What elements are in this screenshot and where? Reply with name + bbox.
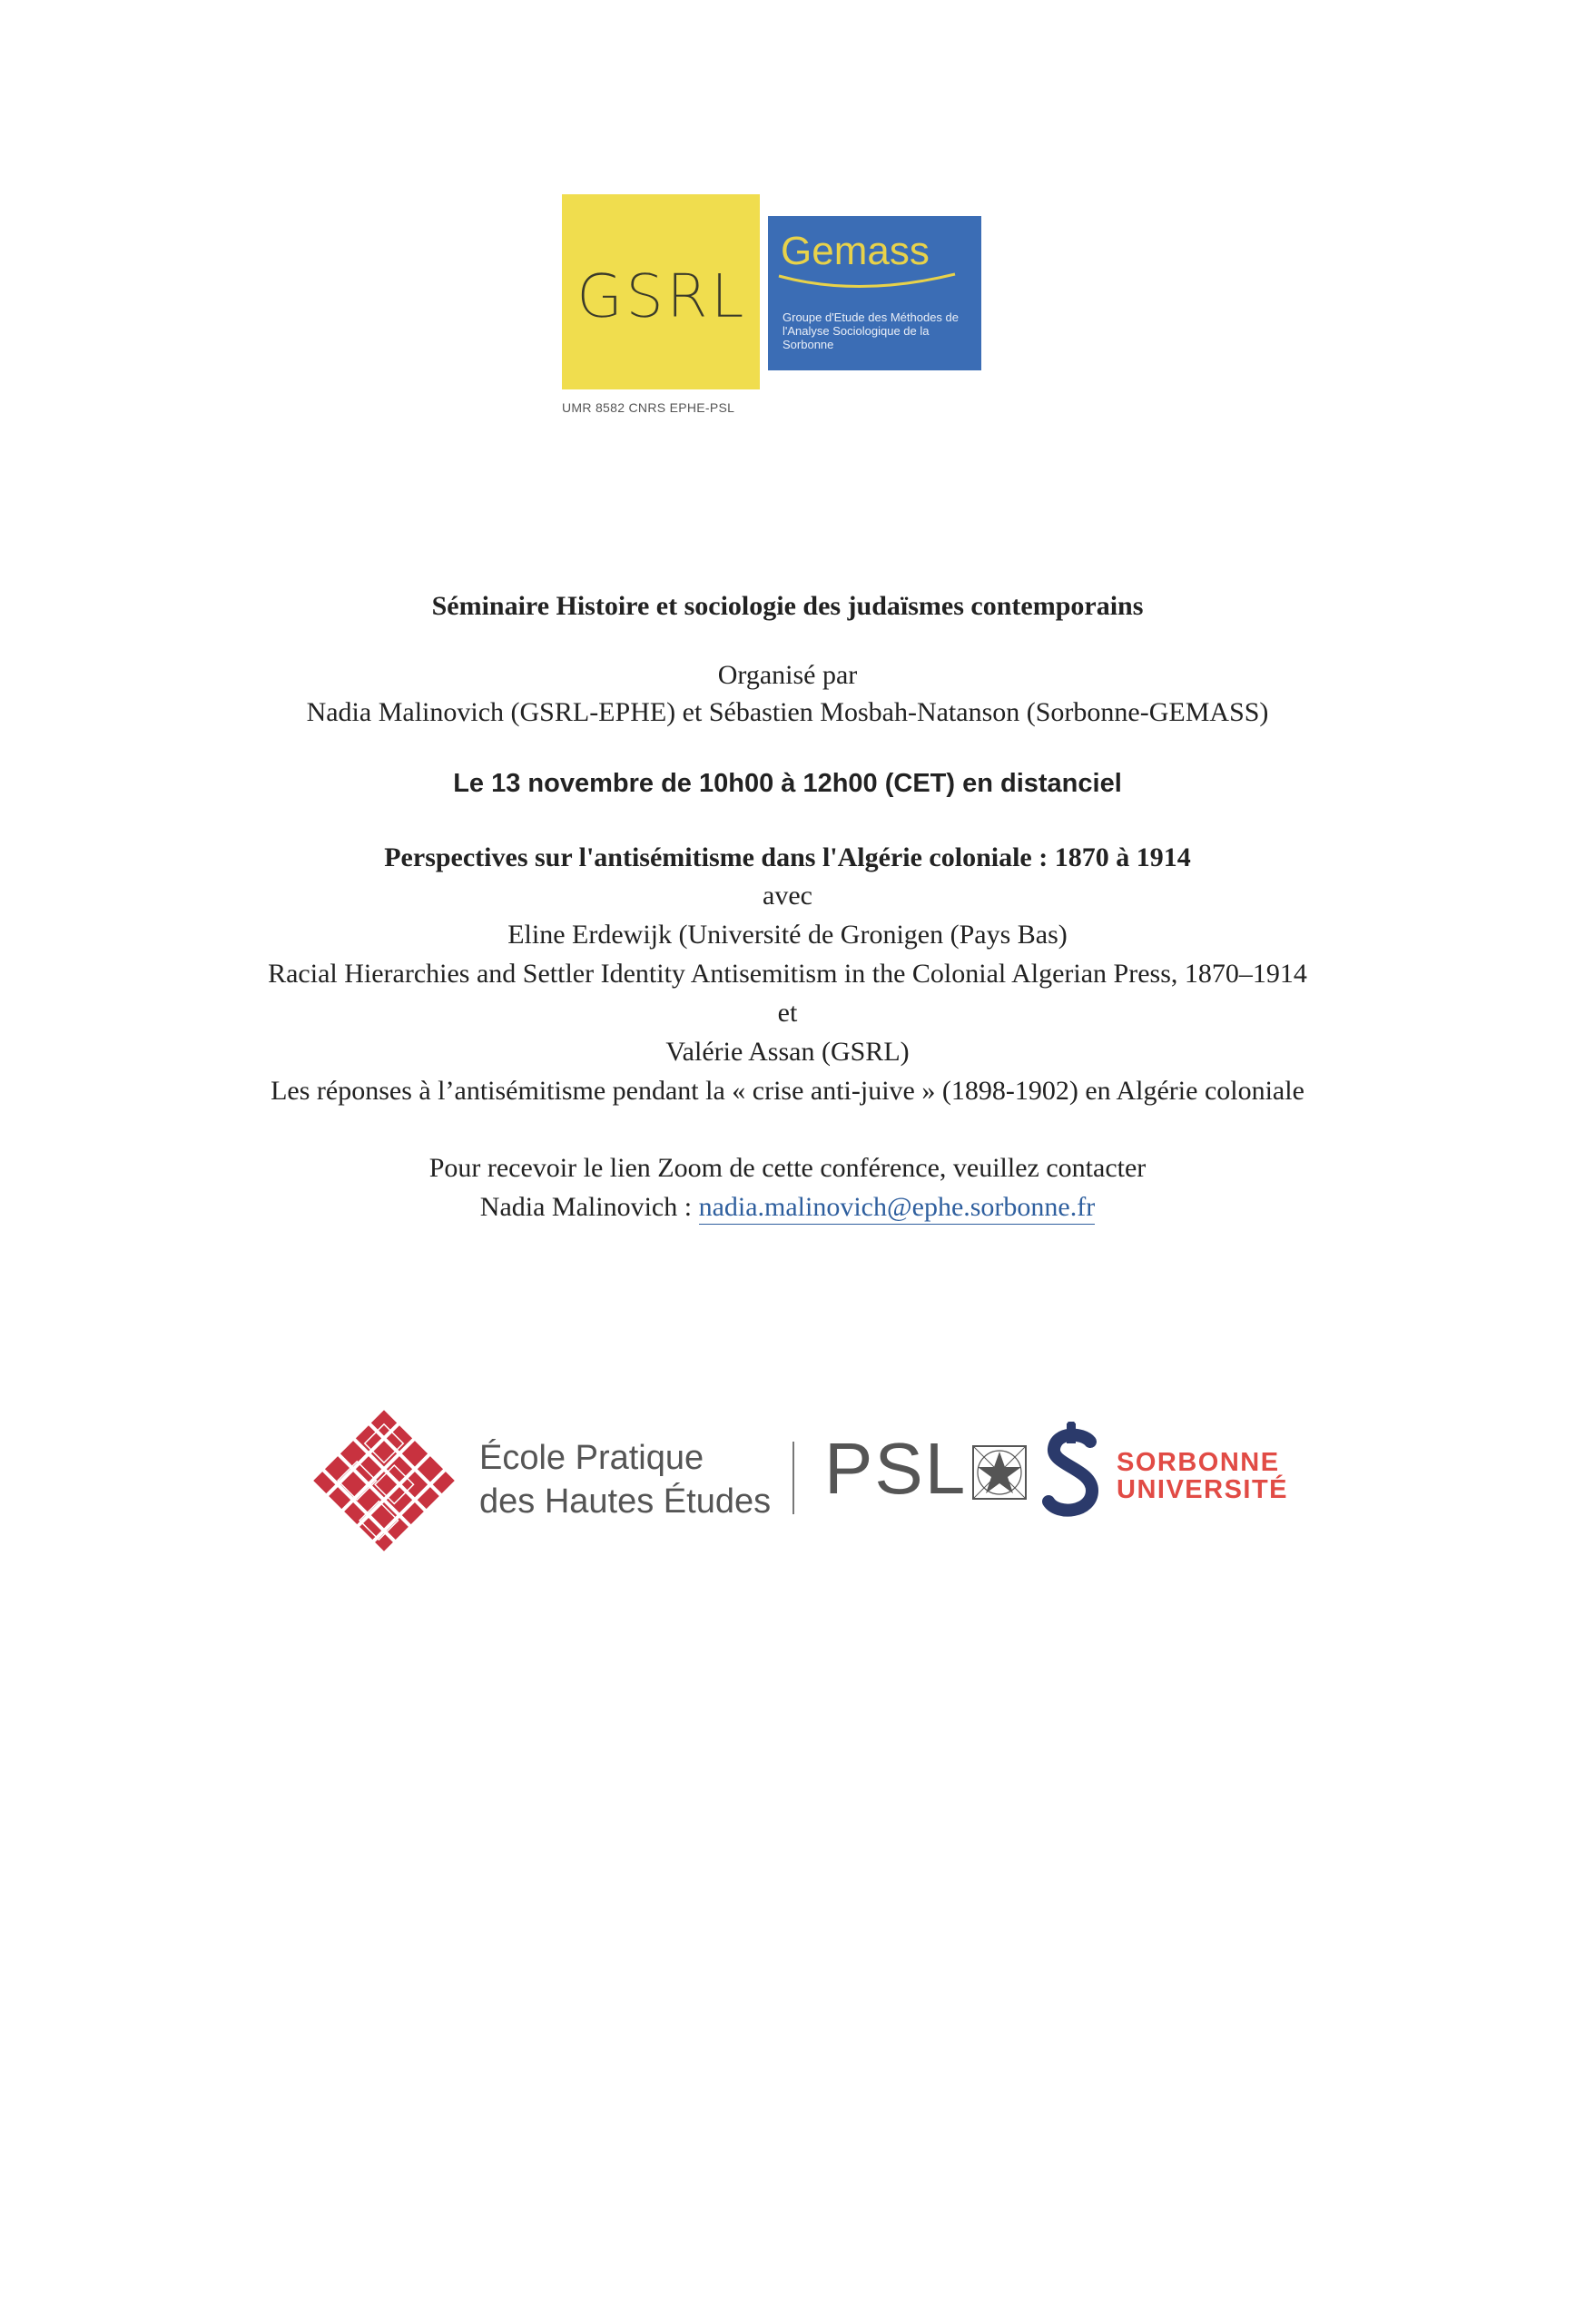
sorbonne-s-icon — [1038, 1422, 1108, 1521]
star-in-square-icon — [970, 1443, 1029, 1502]
contact-instructions: Pour recevoir le lien Zoom de cette conférence, veuillez contacter — [428, 1153, 1147, 1183]
sorbonne-universite-text — [1117, 1449, 1288, 1503]
ephe-name-line-2: des Hautes Études — [479, 1482, 772, 1521]
gemass-logo — [768, 216, 981, 370]
ephe-name — [479, 1436, 771, 1523]
gsrl-logo — [562, 194, 760, 389]
seminar-date: Le 13 novembre de 10h00 à 12h00 (CET) en distanciel — [453, 769, 1122, 798]
gemass-subtitle: Groupe d'Etude des Méthodes de l'Analyse Sociologique de la Sorbonne — [783, 310, 960, 351]
talk-2-title: Les réponses à l’antisémitisme pendant la « crise anti-juive » (1898-1902) en Algérie coloniale — [271, 1076, 1304, 1106]
organised-by-label: Organisé par — [717, 660, 858, 690]
gemass-logo-text: Gemass — [781, 229, 930, 273]
gemass-swoosh-icon — [777, 271, 959, 292]
contact-line — [0, 1192, 1575, 1223]
contact-name: Nadia Malinovich : — [479, 1192, 699, 1222]
contact-email-link[interactable]: nadia.malinovich@ephe.sorbonne.fr — [699, 1192, 1096, 1225]
logo-divider — [792, 1442, 794, 1514]
gsrl-caption: UMR 8582 CNRS EPHE-PSL — [562, 400, 735, 415]
with-label: avec — [763, 881, 812, 911]
gsrl-logo-text: GSRL — [576, 261, 747, 331]
sorbonne-line-2: UNIVERSITÉ — [1117, 1475, 1289, 1504]
speaker-2: Valérie Assan (GSRL) — [665, 1037, 910, 1067]
psl-logo-text: PSL — [824, 1428, 968, 1509]
speaker-1: Eline Erdewijk (Université de Gronigen (Pays Bas) — [507, 920, 1068, 950]
session-title: Perspectives sur l'antisémitisme dans l'Algérie coloniale : 1870 à 1914 — [384, 842, 1191, 872]
ephe-name-line-1: École Pratique — [479, 1439, 704, 1477]
organisers: Nadia Malinovich (GSRL-EPHE) et Sébastien Mosbah-Natanson (Sorbonne-GEMASS) — [306, 697, 1269, 727]
seminar-title: Séminaire Histoire et sociologie des judaïsmes contemporains — [431, 591, 1144, 621]
talk-1-title: Racial Hierarchies and Settler Identity Antisemitism in the Colonial Algerian Press, 1870–1914 — [268, 959, 1307, 989]
and-label: et — [777, 998, 798, 1028]
ephe-diamond-icon — [309, 1405, 459, 1556]
sorbonne-line-1: SORBONNE — [1117, 1448, 1280, 1477]
